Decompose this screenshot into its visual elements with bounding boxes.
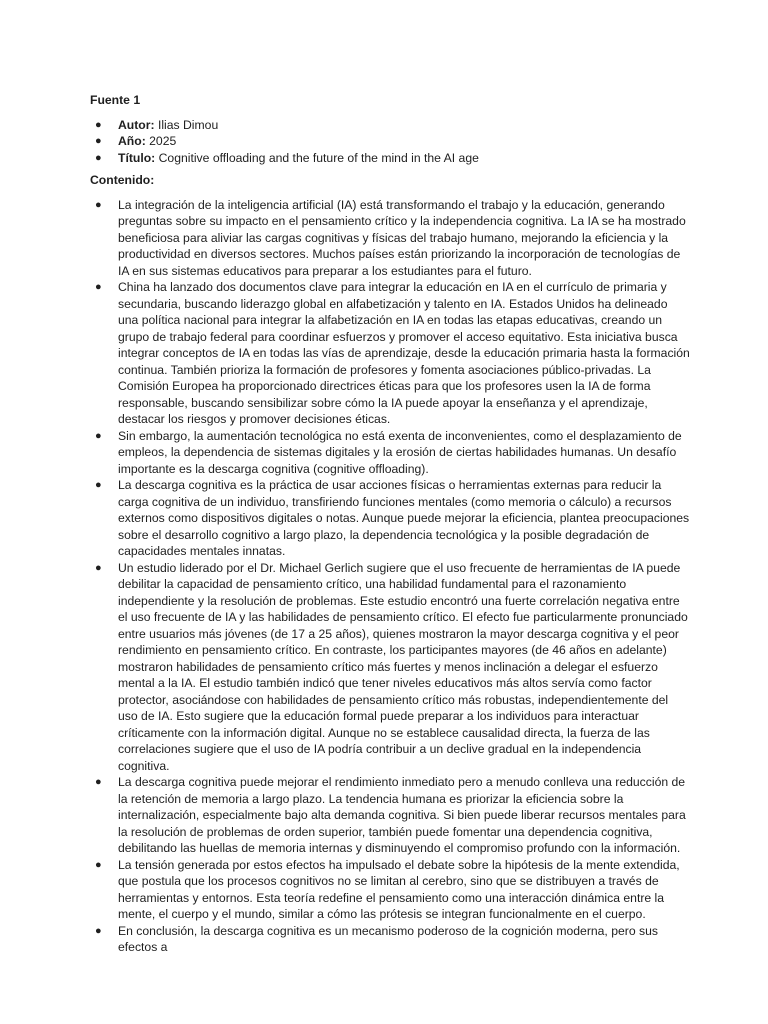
- content-paragraph: [90, 428, 690, 478]
- content-heading: Contenido:: [90, 173, 155, 187]
- bullet-icon: ●: [95, 281, 102, 293]
- bullet-icon: ●: [95, 429, 102, 442]
- paragraph-text: La integración de la inteligencia artificial (IA) está transformando el trabajo y la educación, generando preguntas sobre su impacto en el pensamiento crítico y la independencia cognitiva. La IA se ha mostrado beneficiosa para aliviar las cargas cognitivas y físicas del trabajo humano, mejorando la eficiencia y la productividad en diversos sectores. Muchos países están priorizando la incorporación de tecnologías de IA en sus sistemas educativos para preparar a los estudiantes para el futuro.: [118, 197, 686, 278]
- content-paragraph: [90, 279, 690, 428]
- metadata-list: [90, 117, 690, 167]
- bullet-icon: ●: [95, 151, 102, 164]
- source-heading: Fuente 1: [90, 93, 141, 107]
- content-paragraph: [90, 477, 690, 560]
- bullet-icon: ●: [95, 135, 102, 147]
- bullet-icon: ●: [95, 858, 102, 871]
- paragraph-text: En conclusión, la descarga cognitiva es un mecanismo poderoso de la cognición moderna, pero sus efectos a: [118, 923, 658, 954]
- meta-key: Autor:: [118, 117, 155, 132]
- paragraph-text: China ha lanzado dos documentos clave para integrar la educación en IA en el currículo de primaria y secundaria, buscando liderazgo global en alfabetización y talento en IA. Estados Unidos ha delineado una política nacional para integrar la alfabetización en IA en todas las etapas educativas, creando un grupo de trabajo federal para coordinar esfuerzos y promover el acceso equitativo. Esta iniciativa busca integrar conceptos de IA en todas las vías de aprendizaje, desde la educación primaria hasta la formación continua. También prioriza la formación de profesores y fomenta asociaciones público-privadas. La Comisión Europea ha proporcionado directrices éticas para que los profesores usen la IA de forma responsable, buscando sensibilizar sobre cómo la IA puede apoyar la enseñanza y el aprendizaje, destacar los riesgos y promover decisiones éticas.: [118, 280, 690, 426]
- meta-value: 2025: [145, 134, 177, 148]
- paragraph-text: La tensión generada por estos efectos ha impulsado el debate sobre la hipótesis de la mente extendida, que postula que los procesos cognitivos no se limitan al cerebro, sino que se distribuyen a través de herramientas y entornos. Esta teoría redefine el pensamiento como una interacción dinámica entre la mente, el cuerpo y el mundo, similar a cómo las prótesis se integran funcionalmente en el cuerpo.: [118, 857, 680, 921]
- content-paragraph: [90, 857, 690, 923]
- bullet-icon: ●: [95, 924, 102, 937]
- content-list: [90, 197, 690, 956]
- meta-key: Año:: [118, 134, 146, 148]
- meta-key: Título:: [118, 150, 156, 165]
- bullet-icon: ●: [95, 776, 102, 788]
- bullet-icon: ●: [95, 479, 102, 491]
- content-paragraph: [90, 923, 690, 956]
- bullet-icon: ●: [95, 198, 102, 211]
- document-body: [90, 92, 690, 956]
- meta-value: Ilias Dimou: [154, 117, 219, 132]
- bullet-icon: ●: [95, 561, 102, 574]
- bullet-icon: ●: [95, 118, 102, 131]
- meta-item-author: [90, 117, 690, 134]
- paragraph-text: La descarga cognitiva puede mejorar el rendimiento inmediato pero a menudo conlleva una reducción de la retención de memoria a largo plazo. La tendencia humana es priorizar la eficiencia sobre la internalización, especialmente bajo alta demanda cognitiva. Si bien puede liberar recursos mentales para la resolución de problemas de orden superior, también puede fomentar una dependencia cognitiva, debilitando las huellas de memoria internas y disminuyendo el compromiso profundo con la información.: [118, 775, 686, 855]
- content-paragraph: [90, 560, 690, 775]
- content-paragraph: [90, 197, 690, 280]
- meta-value: Cognitive offloading and the future of the mind in the AI age: [155, 150, 479, 165]
- meta-item-title: [90, 150, 690, 167]
- paragraph-text: La descarga cognitiva es la práctica de usar acciones físicas o herramientas externas para reducir la carga cognitiva de un individuo, transfiriendo funciones mentales (como memoria o cálculo) a recursos externos como dispositivos digitales o notas. Aunque puede mejorar la eficiencia, plantea preocupaciones sobre el desarrollo cognitivo a largo plazo, la dependencia tecnológica y la posible degradación de capacidades mentales innatas.: [118, 478, 690, 558]
- meta-item-year: [90, 133, 690, 150]
- paragraph-text: Un estudio liderado por el Dr. Michael Gerlich sugiere que el uso frecuente de herramientas de IA puede debilitar la capacidad de pensamiento crítico, una habilidad fundamental para el razonamiento independiente y la resolución de problemas. Este estudio encontró una fuerte correlación negativa entre el uso frecuente de IA y las habilidades de pensamiento crítico. El efecto fue particularmente pronunciado entre usuarios más jóvenes (de 17 a 25 años), quienes mostraron la mayor descarga cognitiva y el peor rendimiento en pensamiento crítico. En contraste, los participantes mayores (de 46 años en adelante) mostraron habilidades de pensamiento crítico más fuertes y menos inclinación a delegar el esfuerzo mental a la IA. El estudio también indicó que tener niveles educativos más altos servía como factor protector, asociándose con habilidades de pensamiento crítico más robustas, independientemente del uso de IA. Esto sugiere que la educación formal puede preparar a los individuos para interactuar críticamente con la información digital. Aunque no se establece causalidad directa, la fuerza de las correlaciones sugiere que el uso de IA podría contribuir a un declive gradual en la independencia cognitiva.: [118, 560, 688, 773]
- content-paragraph: [90, 774, 690, 857]
- paragraph-text: Sin embargo, la aumentación tecnológica no está exenta de inconvenientes, como el desplazamiento de empleos, la dependencia de sistemas digitales y la erosión de ciertas habilidades humanas. Un desafío importante es la descarga cognitiva (cognitive offloading).: [118, 428, 682, 476]
